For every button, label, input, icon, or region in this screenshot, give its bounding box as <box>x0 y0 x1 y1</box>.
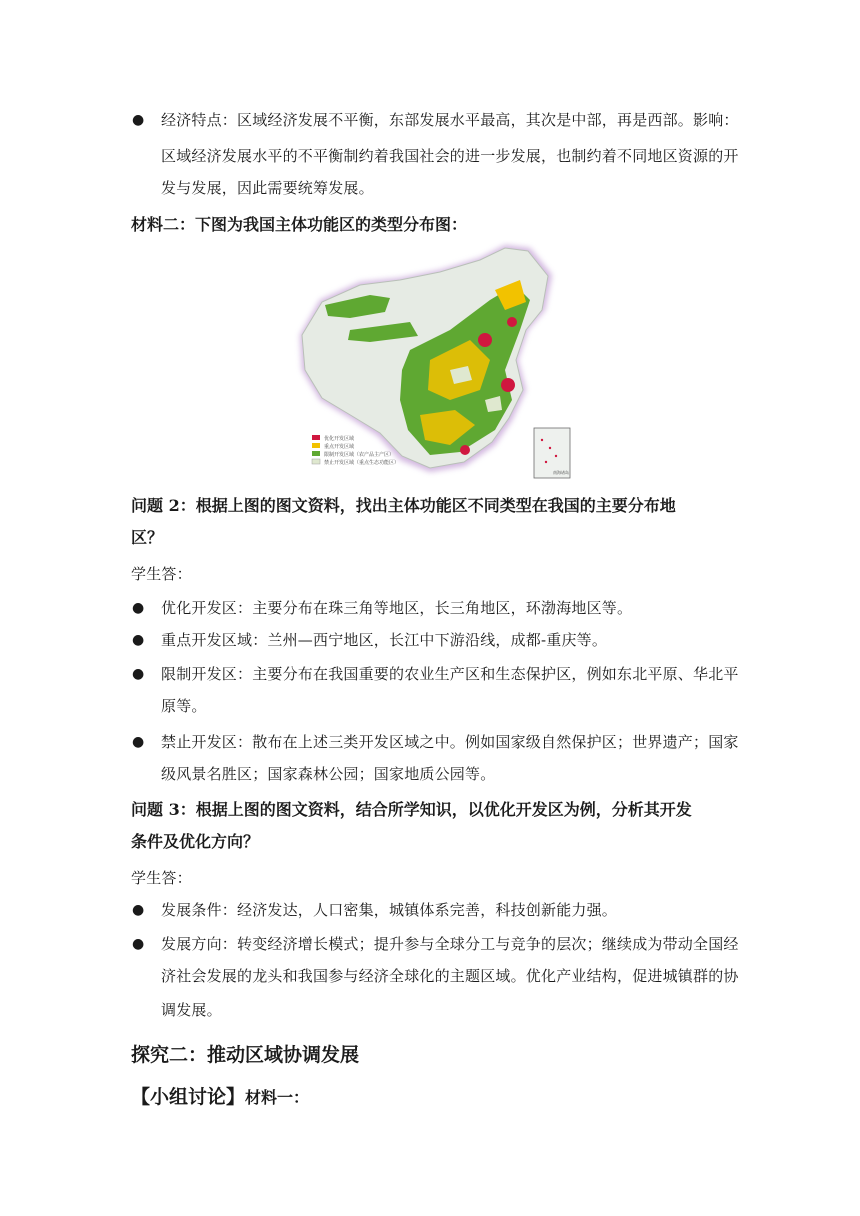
q2-answer-prohibited-1: 禁止开发区：散布在上述三类开发区域之中。例如国家级自然保护区；世界遗产；国家 <box>161 733 739 751</box>
q3-answer-direction-1: 发展方向：转变经济增长模式；提升参与全球分工与竞争的层次；继续成为带动全国经 <box>161 935 739 953</box>
material2-title: 材料二：下图为我国主体功能区的类型分布图： <box>131 215 468 234</box>
q3-student-label: 学生答： <box>131 869 192 887</box>
question-3-line-1: 问题 3：根据上图的图文资料，结合所学知识，以优化开发区为例，分析其开发 <box>131 800 692 819</box>
map-optimized-liaoning <box>507 317 517 327</box>
question-2-line-2: 区？ <box>131 528 164 547</box>
map-optimized-bohai <box>478 333 492 347</box>
q2-answer-key: 重点开发区域：兰州—西宁地区，长江中下游沿线，成都-重庆等。 <box>161 631 608 649</box>
q2-student-label: 学生答： <box>131 565 192 583</box>
group-discussion-bracket: 【小组讨论】 <box>131 1086 246 1108</box>
bullet-econ: ● <box>132 112 145 128</box>
econ-line-1: 经济特点：区域经济发展不平衡，东部发展水平最高，其次是中部，再是西部。影响： <box>161 111 739 129</box>
south-china-sea-inset <box>534 428 570 478</box>
section-2-title: 探究二：推动区域协调发展 <box>131 1044 360 1066</box>
bullet-q2-a2: ● <box>132 632 145 648</box>
function-zone-map <box>290 240 574 482</box>
inset-label: 南海诸岛 <box>553 470 569 475</box>
q3-answer-conditions: 发展条件：经济发达，人口密集，城镇体系完善，科技创新能力强。 <box>161 901 618 919</box>
group-discussion <box>131 1082 309 1109</box>
legend-restricted: 限制开发区域（农产品主产区） <box>324 452 395 458</box>
legend-optimized: 优化开发区域 <box>324 436 355 442</box>
bullet-q2-a3: ● <box>132 666 145 682</box>
bullet-q2-a4: ● <box>132 734 145 750</box>
legend-prohibited: 禁止开发区域（重点生态功能区） <box>324 460 400 466</box>
bullet-q2-a1: ● <box>132 600 145 616</box>
bullet-q3-a1: ● <box>132 902 145 918</box>
q2-answer-restricted-1: 限制开发区：主要分布在我国重要的农业生产区和生态保护区，例如东北平原、华北平 <box>161 665 739 683</box>
map-optimized-pearl <box>460 445 470 455</box>
group-material-label: 材料一： <box>245 1088 310 1107</box>
china-map-graphic <box>290 240 574 482</box>
q3-answer-direction-2: 济社会发展的龙头和我国参与经济全球化的主题区域。优化产业结构，促进城镇群的协 <box>161 967 739 985</box>
q2-answer-prohibited-2: 级风景名胜区；国家森林公园；国家地质公园等。 <box>161 765 496 783</box>
question-2-line-1: 问题 2：根据上图的图文资料，找出主体功能区不同类型在我国的主要分布地 <box>131 496 676 515</box>
q2-answer-restricted-2: 原等。 <box>161 697 207 715</box>
q3-answer-direction-3: 调发展。 <box>161 1001 222 1019</box>
econ-line-3: 发与发展，因此需要统筹发展。 <box>161 179 374 197</box>
map-optimized-yangtze <box>501 378 515 392</box>
econ-line-2: 区域经济发展水平的不平衡制约着我国社会的进一步发展，也制约着不同地区资源的开 <box>161 147 739 165</box>
legend-key: 重点开发区域 <box>324 444 355 450</box>
q2-answer-optimized: 优化开发区：主要分布在珠三角等地区，长三角地区，环渤海地区等。 <box>161 599 633 617</box>
question-3-line-2: 条件及优化方向？ <box>131 832 260 851</box>
bullet-q3-a2: ● <box>132 936 145 952</box>
